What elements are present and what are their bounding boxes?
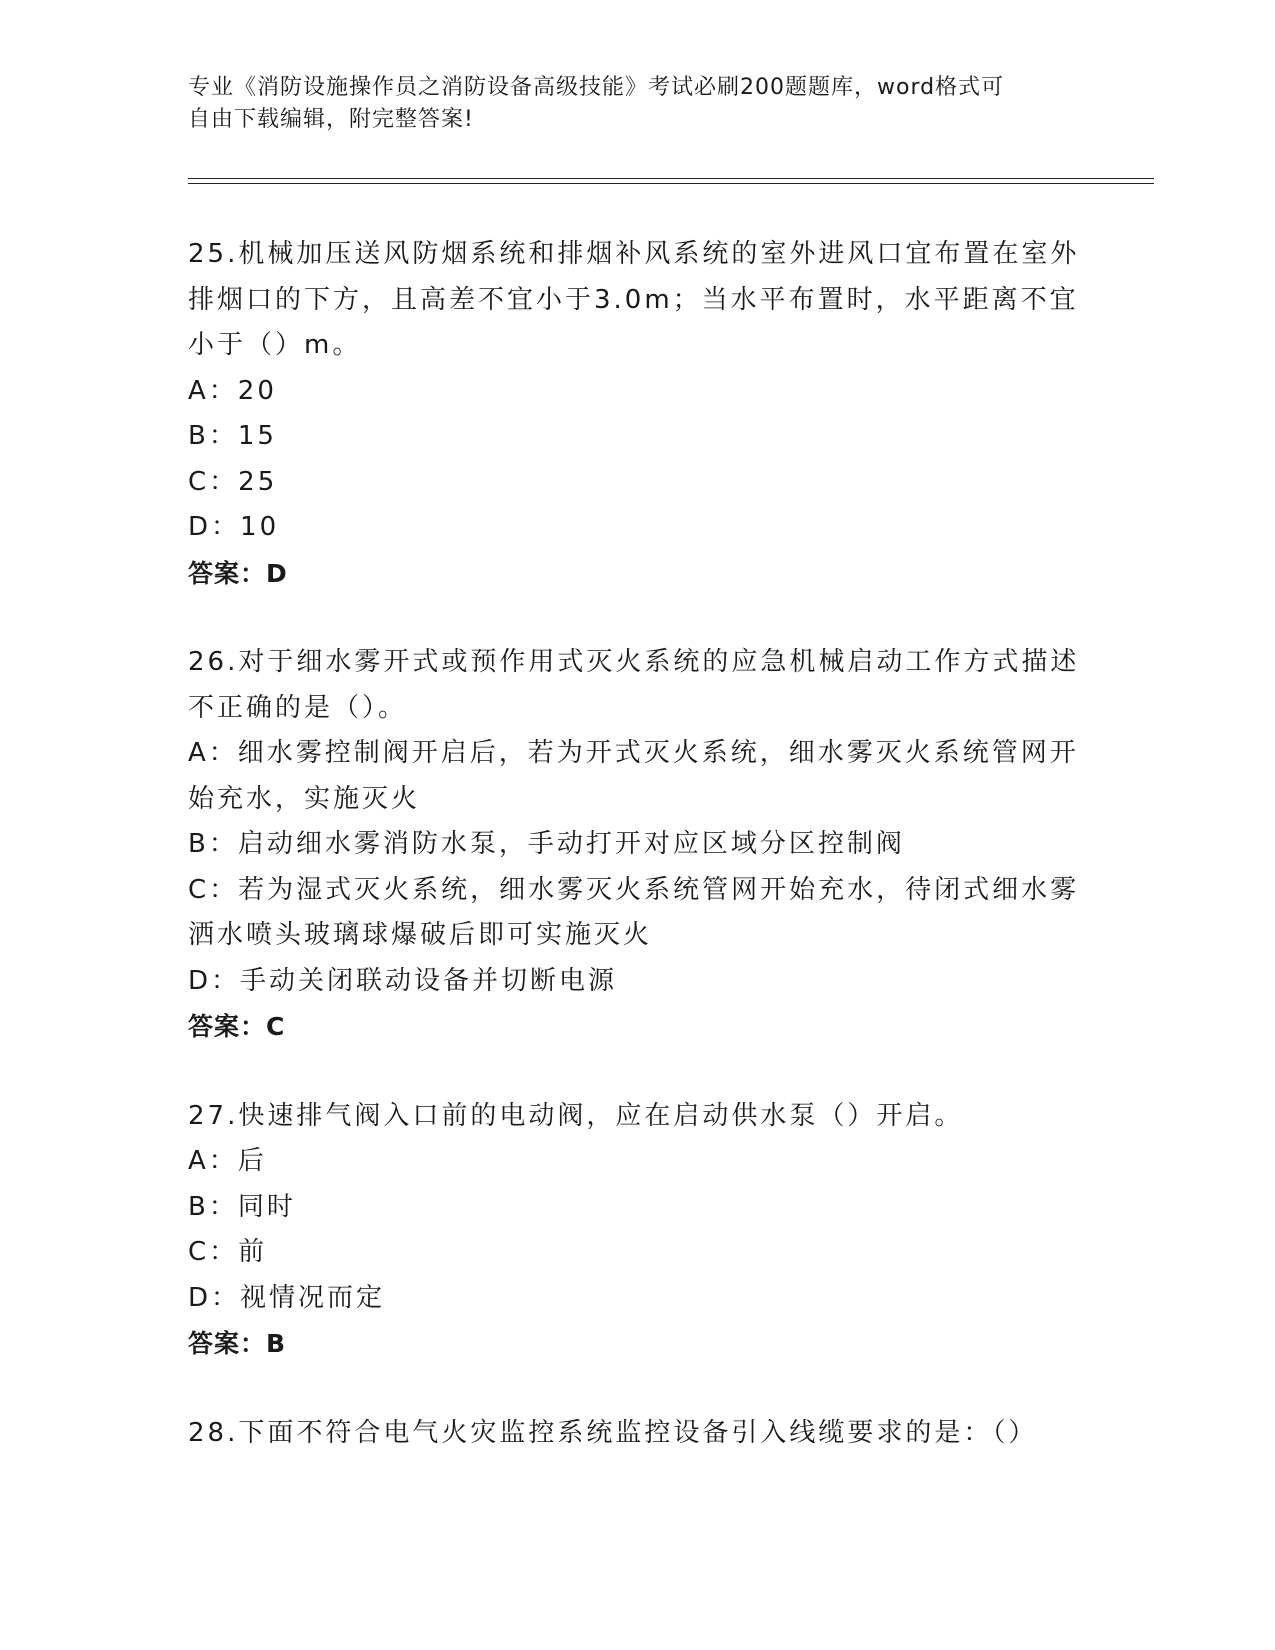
option-b: B：同时	[188, 1191, 296, 1222]
option-a: A：20	[188, 375, 277, 406]
question-stem: 小于（）m。	[188, 330, 362, 360]
question-stem: 26.对于细水雾开式或预作用式灭火系统的应急机械启动工作方式描述	[188, 647, 1080, 677]
option-a: A：细水雾控制阀开启后，若为开式灭火系统，细水雾灭火系统管网开	[188, 738, 1079, 768]
option-b: B：启动细水雾消防水泵，手动打开对应区域分区控制阀	[188, 829, 905, 859]
question-27	[188, 1094, 1088, 1367]
option-a: A：后	[188, 1146, 267, 1176]
question-list	[188, 232, 1088, 1500]
option-c: C：25	[188, 466, 278, 497]
question-stem: 28.下面不符合电气火灾监控系统监控设备引入线缆要求的是：（）	[188, 1417, 1038, 1448]
question-26	[188, 640, 1088, 1050]
question-28	[188, 1411, 1088, 1457]
answer: 答案：B	[188, 1329, 287, 1358]
option-c-continued: 洒水喷头玻璃球爆破后即可实施灭火	[188, 920, 653, 950]
option-d: D：10	[188, 512, 280, 542]
option-b: B：15	[188, 421, 277, 451]
option-d: D：手动关闭联动设备并切断电源	[188, 965, 618, 996]
option-c: C：前	[188, 1237, 268, 1267]
question-stem: 25.机械加压送风防烟系统和排烟补风系统的室外进风口宜布置在室外	[188, 239, 1080, 269]
answer: 答案：C	[188, 1012, 286, 1041]
header-line-2: 自由下载编辑，附完整答案!	[188, 107, 474, 132]
option-d: D：视情况而定	[188, 1282, 386, 1313]
question-stem: 排烟口的下方，且高差不宜小于3.0m；当水平布置时，水平距离不宜	[188, 284, 1079, 315]
option-a-continued: 始充水，实施灭火	[188, 783, 421, 814]
document-header	[188, 72, 1088, 136]
answer: 答案：D	[188, 558, 288, 588]
question-25	[188, 232, 1088, 596]
question-stem: 不正确的是（）。	[188, 692, 408, 723]
header-line-1: 专业《消防设施操作员之消防设备高级技能》考试必刷200题题库，word格式可	[188, 75, 1005, 100]
question-stem: 27.快速排气阀入口前的电动阀，应在启动供水泵（）开启。	[188, 1100, 964, 1131]
option-c: C：若为湿式灭火系统，细水雾灭火系统管网开始充水，待闭式细水雾	[188, 874, 1080, 905]
header-divider	[188, 178, 1154, 184]
